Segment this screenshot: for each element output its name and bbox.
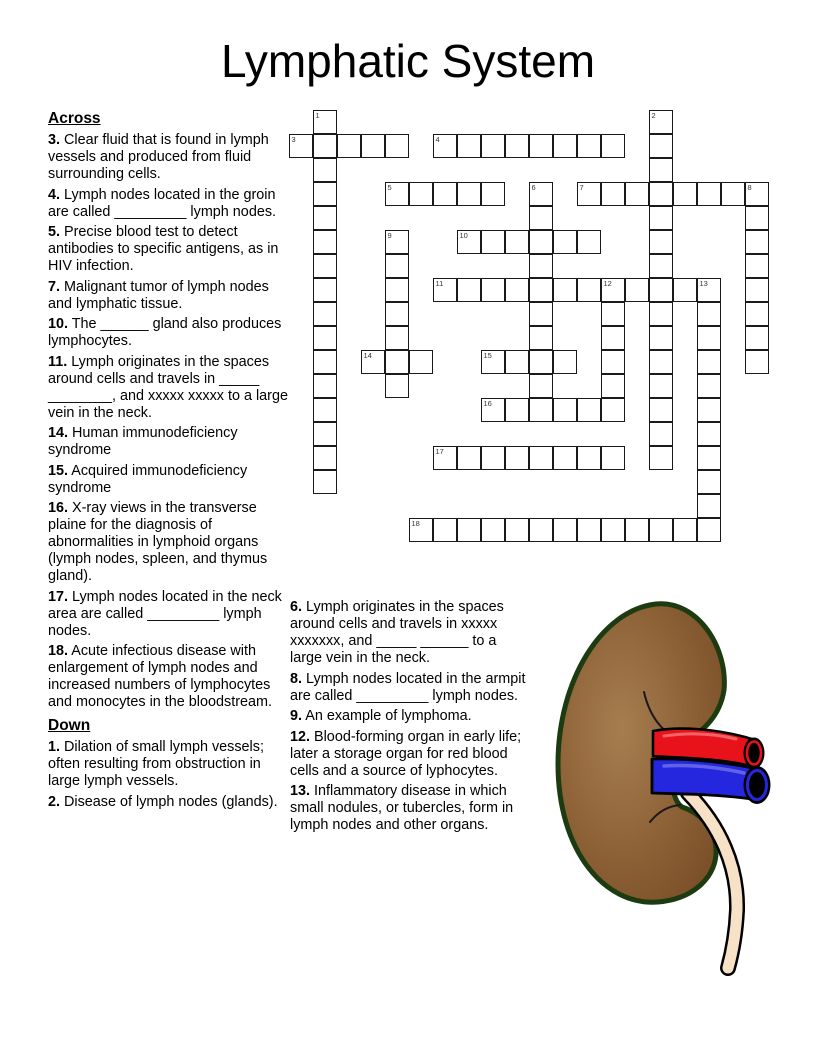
grid-cell[interactable] [673, 182, 697, 206]
grid-cell[interactable] [649, 230, 673, 254]
clue-number: 16. [48, 500, 69, 516]
grid-cell[interactable] [553, 134, 577, 158]
clues-second-column [290, 599, 530, 838]
grid-cell[interactable] [457, 446, 481, 470]
grid-cell[interactable] [433, 278, 457, 302]
grid-cell[interactable] [529, 446, 553, 470]
grid-cell[interactable] [649, 206, 673, 230]
grid-cell[interactable] [505, 446, 529, 470]
grid-cell[interactable] [313, 470, 337, 494]
grid-cell[interactable] [529, 206, 553, 230]
clue-12: 12. Blood-forming organ in early life; later a storage organ for red blood cells and a source of lyphocytes. [290, 728, 522, 779]
across-clues-list [48, 132, 288, 711]
grid-cell[interactable] [529, 374, 553, 398]
grid-cell[interactable] [457, 134, 481, 158]
cell-number: 1 [315, 111, 320, 120]
grid-cell[interactable] [385, 134, 409, 158]
grid-cell[interactable] [625, 278, 649, 302]
grid-cell[interactable] [697, 494, 721, 518]
grid-cell[interactable] [433, 446, 457, 470]
clue-number: 12. [290, 728, 311, 745]
grid-cell[interactable] [385, 374, 409, 398]
grid-cell[interactable] [385, 182, 409, 206]
cell-number: 12 [603, 279, 612, 288]
grid-cell[interactable] [313, 422, 337, 446]
grid-cell[interactable] [313, 326, 337, 350]
grid-cell[interactable] [433, 518, 457, 542]
grid-cell[interactable] [409, 350, 433, 374]
grid-cell[interactable] [409, 518, 433, 542]
grid-cell[interactable] [481, 230, 505, 254]
cell-number: 8 [747, 183, 752, 192]
grid-cell[interactable] [745, 182, 769, 206]
clue-number: 13. [290, 783, 311, 799]
grid-cell[interactable] [649, 182, 673, 206]
clue-7: 7. Malignant tumor of lymph nodes and lymphatic tissue. [48, 278, 269, 312]
grid-cell[interactable] [577, 518, 601, 542]
clue-6: 6. Lymph originates in the spaces around cells and travels in xxxxx xxxxxxx, and _____ ______ to a large vein in the neck. [290, 599, 504, 666]
clue-number: 15. [48, 462, 69, 479]
grid-cell[interactable] [553, 518, 577, 542]
grid-cell[interactable] [313, 182, 337, 206]
grid-cell[interactable] [697, 326, 721, 350]
grid-cell[interactable] [601, 350, 625, 374]
grid-cell[interactable] [529, 230, 553, 254]
grid-cell[interactable] [649, 374, 673, 398]
clue-number: 14. [48, 425, 69, 441]
grid-cell[interactable] [577, 278, 601, 302]
grid-cell[interactable] [457, 518, 481, 542]
grid-cell[interactable] [577, 182, 601, 206]
grid-cell[interactable] [745, 254, 769, 278]
clue-number: 8. [290, 670, 303, 687]
grid-cell[interactable] [697, 374, 721, 398]
clue-number: 9. [290, 708, 303, 724]
grid-cell[interactable] [433, 182, 457, 206]
grid-cell[interactable] [601, 398, 625, 422]
grid-cell[interactable] [673, 518, 697, 542]
vein-opening [748, 771, 767, 800]
grid-cell[interactable] [697, 422, 721, 446]
grid-cell[interactable] [529, 278, 553, 302]
grid-cell[interactable] [601, 326, 625, 350]
grid-cell[interactable] [529, 518, 553, 542]
cell-number: 13 [699, 279, 708, 288]
clue-9: 9. An example of lymphoma. [290, 708, 472, 724]
grid-cell[interactable] [385, 302, 409, 326]
grid-cell[interactable] [529, 398, 553, 422]
grid-cell[interactable] [313, 134, 337, 158]
grid-cell[interactable] [481, 518, 505, 542]
cell-number: 3 [291, 135, 296, 144]
grid-cell[interactable] [433, 134, 457, 158]
grid-cell[interactable] [745, 230, 769, 254]
grid-cell[interactable] [649, 350, 673, 374]
clue-number: 2. [48, 793, 61, 810]
grid-cell[interactable] [697, 446, 721, 470]
grid-cell[interactable] [481, 446, 505, 470]
grid-cell[interactable] [577, 446, 601, 470]
cell-number: 11 [435, 279, 444, 288]
grid-cell[interactable] [601, 518, 625, 542]
grid-cell[interactable] [481, 350, 505, 374]
grid-cell[interactable] [529, 326, 553, 350]
grid-cell[interactable] [553, 350, 577, 374]
grid-cell[interactable] [721, 182, 745, 206]
grid-cell[interactable] [529, 182, 553, 206]
grid-cell[interactable] [745, 302, 769, 326]
grid-cell[interactable] [601, 278, 625, 302]
grid-cell[interactable] [313, 230, 337, 254]
artery-opening [747, 742, 761, 765]
grid-cell[interactable] [601, 302, 625, 326]
grid-cell[interactable] [505, 350, 529, 374]
grid-cell[interactable] [625, 518, 649, 542]
grid-cell[interactable] [313, 446, 337, 470]
grid-cell[interactable] [313, 278, 337, 302]
grid-cell[interactable] [697, 470, 721, 494]
grid-cell[interactable] [313, 254, 337, 278]
grid-cell[interactable] [337, 134, 361, 158]
clue-17: 17. Lymph nodes located in the neck area are called _________ lymph nodes. [48, 588, 282, 639]
grid-cell[interactable] [553, 398, 577, 422]
grid-cell[interactable] [649, 446, 673, 470]
grid-cell[interactable] [697, 182, 721, 206]
grid-cell[interactable] [649, 518, 673, 542]
clue-number: 7. [48, 278, 61, 295]
down-clues-list-2 [290, 599, 530, 834]
grid-cell[interactable] [289, 134, 313, 158]
clue-2: 2. Disease of lymph nodes (glands). [48, 793, 278, 810]
clue-18: 18. Acute infectious disease with enlargement of lymph nodes and increased numbers of lymphocytes and monocytes in the bloodstream. [48, 643, 272, 710]
grid-cell[interactable] [649, 134, 673, 158]
grid-cell[interactable] [481, 134, 505, 158]
clue-number: 5. [48, 224, 61, 240]
clue-16: 16. X-ray views in the transverse plaine for the diagnosis of abnormalities in lymphoid organs (lymph nodes, spleen, and thymus gland). [48, 500, 268, 584]
grid-cell[interactable] [697, 302, 721, 326]
grid-cell[interactable] [697, 278, 721, 302]
grid-cell[interactable] [385, 254, 409, 278]
down-clues-list-1 [48, 739, 288, 811]
grid-cell[interactable] [553, 278, 577, 302]
grid-cell[interactable] [649, 398, 673, 422]
grid-cell[interactable] [529, 350, 553, 374]
grid-cell[interactable] [505, 230, 529, 254]
grid-cell[interactable] [649, 422, 673, 446]
grid-cell[interactable] [745, 326, 769, 350]
clue-number: 3. [48, 132, 61, 148]
grid-cell[interactable] [601, 182, 625, 206]
clue-number: 6. [290, 599, 303, 615]
grid-cell[interactable] [457, 230, 481, 254]
grid-cell[interactable] [601, 134, 625, 158]
cell-number: 5 [387, 183, 392, 192]
grid-cell[interactable] [697, 398, 721, 422]
down-heading: Down [48, 717, 91, 734]
grid-cell[interactable] [505, 278, 529, 302]
grid-cell[interactable] [409, 182, 433, 206]
grid-cell[interactable] [745, 206, 769, 230]
grid-cell[interactable] [505, 398, 529, 422]
cell-number: 6 [531, 183, 536, 192]
grid-cell[interactable] [649, 302, 673, 326]
cell-number: 16 [483, 399, 492, 408]
grid-cell[interactable] [385, 230, 409, 254]
grid-cell[interactable] [673, 278, 697, 302]
grid-cell[interactable] [481, 278, 505, 302]
kidney-illustration [540, 588, 780, 980]
crossword-grid [289, 110, 769, 542]
grid-cell[interactable] [505, 134, 529, 158]
grid-cell[interactable] [577, 134, 601, 158]
grid-cell[interactable] [553, 446, 577, 470]
grid-cell[interactable] [529, 302, 553, 326]
clue-number: 11. [48, 353, 68, 370]
cell-number: 10 [459, 231, 468, 240]
clue-number: 17. [48, 588, 69, 605]
grid-cell[interactable] [361, 350, 385, 374]
cell-number: 4 [435, 135, 440, 144]
grid-cell[interactable] [313, 302, 337, 326]
clue-number: 10. [48, 316, 69, 332]
grid-cell[interactable] [481, 182, 505, 206]
grid-cell[interactable] [577, 398, 601, 422]
cell-number: 2 [651, 111, 656, 120]
grid-cell[interactable] [577, 230, 601, 254]
grid-cell[interactable] [529, 134, 553, 158]
grid-cell[interactable] [553, 230, 577, 254]
clue-5: 5. Precise blood test to detect antibodies to specific antigens, as in HIV infection. [48, 224, 279, 274]
grid-cell[interactable] [313, 374, 337, 398]
page-title: Lymphatic System [220, 35, 596, 87]
grid-cell[interactable] [385, 350, 409, 374]
grid-cell[interactable] [361, 134, 385, 158]
grid-cell[interactable] [625, 182, 649, 206]
grid-cell[interactable] [529, 254, 553, 278]
grid-cell[interactable] [313, 206, 337, 230]
grid-cell[interactable] [649, 254, 673, 278]
grid-cell[interactable] [649, 326, 673, 350]
grid-cell[interactable] [649, 110, 673, 134]
grid-cell[interactable] [505, 518, 529, 542]
grid-cell[interactable] [745, 350, 769, 374]
grid-cell[interactable] [385, 278, 409, 302]
clue-number: 1. [48, 739, 61, 755]
cell-number: 18 [411, 519, 420, 528]
clue-4: 4. Lymph nodes located in the groin are called _________ lymph nodes. [48, 186, 277, 220]
clue-13: 13. Inflammatory disease in which small nodules, or tubercles, form in lymph nodes and other organs. [290, 783, 514, 833]
grid-cell[interactable] [313, 398, 337, 422]
cell-number: 17 [435, 447, 444, 456]
clue-15: 15. Acquired immunodeficiency syndrome [48, 462, 248, 496]
cell-number: 7 [579, 183, 584, 192]
clue-11: 11. Lymph originates in the spaces around cells and travels in _____ ________, and xxxxx xxxxx to a large vein in the neck. [48, 353, 288, 421]
grid-cell[interactable] [649, 278, 673, 302]
grid-cell[interactable] [313, 350, 337, 374]
grid-cell[interactable] [385, 326, 409, 350]
clue-number: 4. [48, 186, 61, 203]
grid-cell[interactable] [745, 278, 769, 302]
clues-left-column [48, 110, 288, 814]
grid-cell[interactable] [481, 398, 505, 422]
grid-cell[interactable] [697, 518, 721, 542]
cell-number: 15 [483, 351, 492, 360]
across-heading: Across [48, 110, 101, 127]
grid-cell[interactable] [313, 110, 337, 134]
grid-cell[interactable] [649, 158, 673, 182]
cell-number: 14 [363, 351, 372, 360]
grid-cell[interactable] [313, 158, 337, 182]
clue-1: 1. Dilation of small lymph vessels; often resulting from obstruction in large lymph vessels. [48, 739, 264, 789]
cell-number: 9 [387, 231, 392, 240]
clue-8: 8. Lymph nodes located in the armpit are called _________ lymph nodes. [290, 670, 526, 704]
grid-cell[interactable] [697, 350, 721, 374]
clue-14: 14. Human immunodeficiency syndrome [48, 425, 238, 458]
clue-10: 10. The ______ gland also produces lymphocytes. [48, 316, 282, 349]
clue-number: 18. [48, 643, 69, 659]
grid-cell[interactable] [601, 446, 625, 470]
clue-3: 3. Clear fluid that is found in lymph vessels and produced from fluid surrounding cells. [48, 132, 269, 182]
grid-cell[interactable] [457, 278, 481, 302]
grid-cell[interactable] [457, 182, 481, 206]
grid-cell[interactable] [601, 374, 625, 398]
